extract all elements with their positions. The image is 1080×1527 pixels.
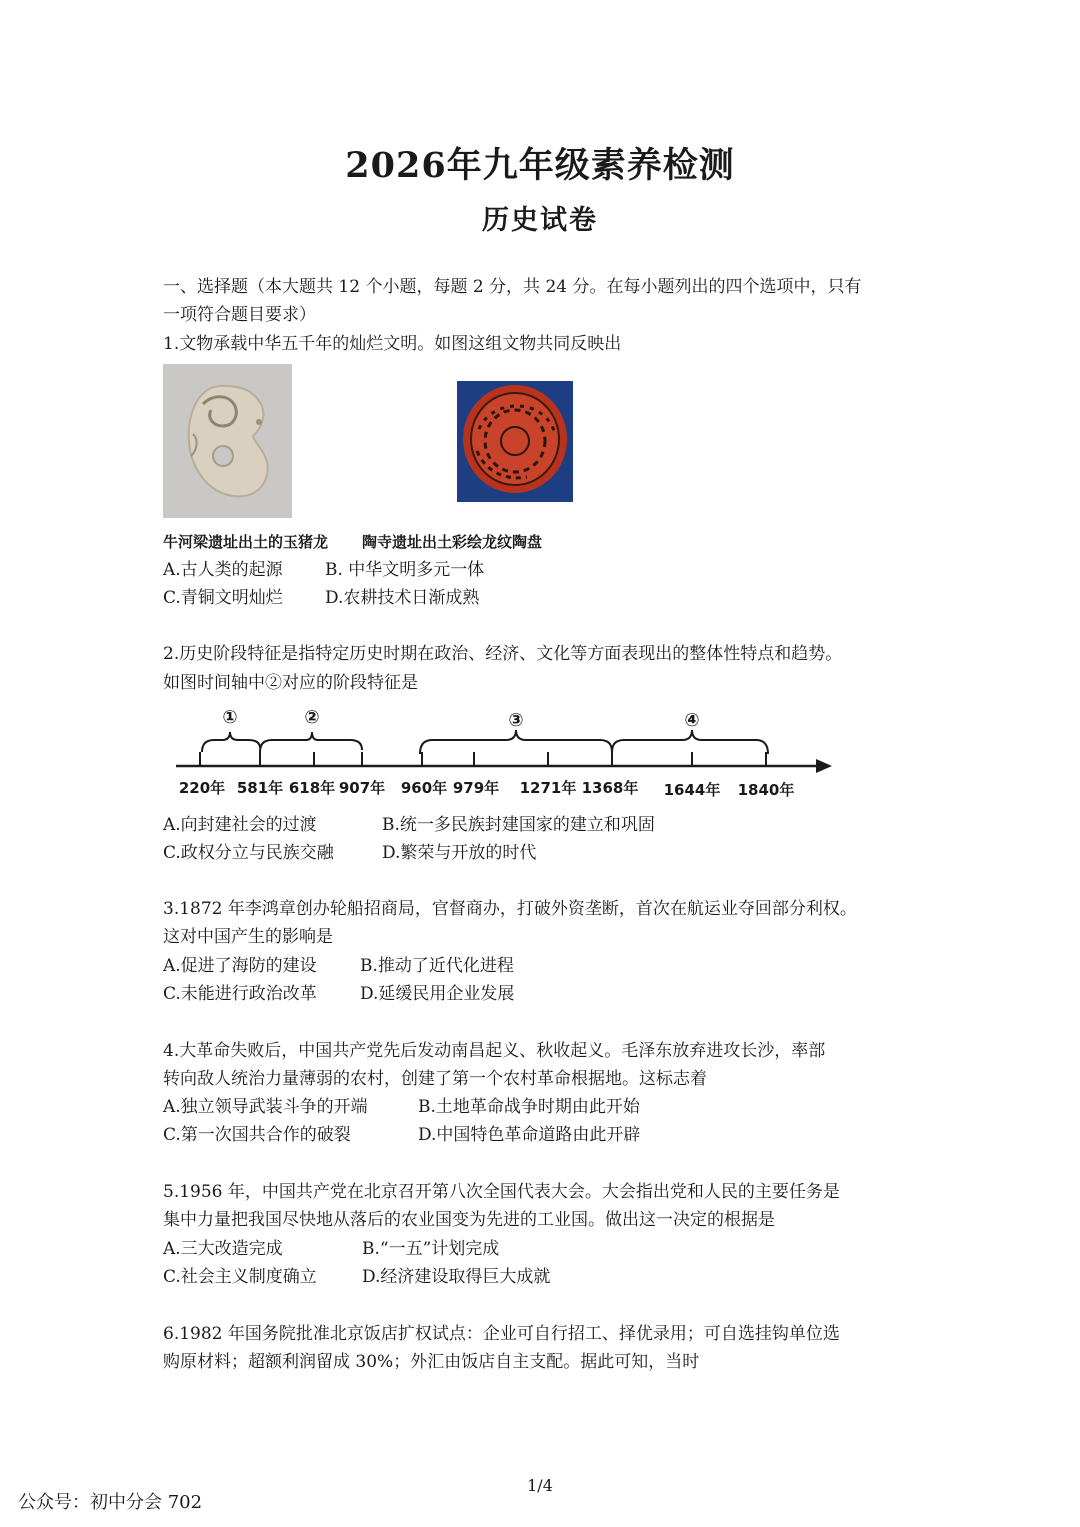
q3-options-row1 [163, 956, 514, 976]
timeline-year-1644: 1644年 [663, 781, 721, 799]
timeline-segment-2: ② [304, 707, 320, 728]
timeline-segment-3: ③ [508, 710, 524, 731]
painted-dragon-plate-image [457, 381, 573, 502]
q1-option-b[interactable]: B. 中华文明多元一体 [325, 560, 485, 580]
section-heading-line1: 一、选择题（本大题共 12 个小题，每题 2 分，共 24 分。在每小题列出的四个选项中，只有 [163, 277, 862, 297]
jade-pig-dragon-image [163, 364, 292, 518]
q4-stem-line1: 4.大革命失败后，中国共产党先后发动南昌起义、秋收起义。毛泽东放弃进攻长沙，率部 [163, 1041, 826, 1061]
q6-stem-line1: 6.1982 年国务院批准北京饭店扩权试点：企业可自行招工、择优录用；可自选挂钩单位选 [163, 1324, 840, 1344]
timeline-segment-4: ④ [684, 710, 700, 731]
q2-options-row1 [163, 815, 655, 835]
q2-option-d[interactable]: D.繁荣与开放的时代 [382, 843, 537, 863]
page-subtitle: 历史试卷 [482, 205, 598, 236]
q3-stem-line1: 3.1872 年李鸿章创办轮船招商局，官督商办，打破外资垄断，首次在航运业夺回部分利权。 [163, 899, 857, 919]
timeline-segment-1: ① [222, 707, 238, 728]
q4-option-d[interactable]: D.中国特色革命道路由此开辟 [418, 1125, 641, 1145]
timeline-year-220: 220年 [178, 779, 226, 797]
q2-option-c[interactable]: C.政权分立与民族交融 [163, 843, 334, 863]
timeline-year-1271: 1271年 [519, 779, 577, 797]
q5-options-row2 [163, 1267, 551, 1287]
timeline-year-1840: 1840年 [737, 781, 795, 799]
q6-stem-line2: 购原材料；超额利润留成 30%；外汇由饭店自主支配。据此可知，当时 [163, 1352, 700, 1372]
q5-option-c[interactable]: C.社会主义制度确立 [163, 1267, 317, 1287]
timeline-diagram [170, 700, 840, 810]
q4-stem-line2: 转向敌人统治力量薄弱的农村，创建了第一个农村革命根据地。这标志着 [163, 1069, 707, 1089]
timeline-year-907: 907年 [338, 779, 386, 797]
page-number: 1/4 [527, 1476, 553, 1495]
q3-options-row2 [163, 984, 515, 1004]
q3-option-c[interactable]: C.未能进行政治改革 [163, 984, 317, 1004]
q1-option-d[interactable]: D.农耕技术日渐成熟 [325, 588, 480, 608]
q1-image-captions [163, 531, 542, 552]
q5-options-row1 [163, 1239, 500, 1259]
q1-stem: 1.文物承载中华五千年的灿烂文明。如图这组文物共同反映出 [163, 334, 622, 354]
q1-options-row1 [163, 560, 485, 580]
q4-options-row2 [163, 1125, 641, 1145]
q4-option-a[interactable]: A.独立领导武装斗争的开端 [163, 1097, 368, 1117]
q2-options-row2 [163, 843, 537, 863]
timeline-year-1368: 1368年 [581, 779, 639, 797]
q2-stem-line2: 如图时间轴中②对应的阶段特征是 [163, 673, 418, 693]
q3-option-d[interactable]: D.延缓民用企业发展 [360, 984, 515, 1004]
q5-stem-line2: 集中力量把我国尽快地从落后的农业国变为先进的工业国。做出这一决定的根据是 [163, 1210, 775, 1230]
timeline-year-960: 960年 [400, 779, 448, 797]
page-title: 2026年九年级素养检测 [345, 145, 735, 186]
q4-options-row1 [163, 1097, 640, 1117]
q3-option-a[interactable]: A.促进了海防的建设 [163, 956, 317, 976]
timeline-year-979: 979年 [452, 779, 500, 797]
caption-painted-plate: 陶寺遗址出土彩绘龙纹陶盘 [362, 533, 543, 551]
q3-option-b[interactable]: B.推动了近代化进程 [360, 956, 514, 976]
q1-option-a[interactable]: A.古人类的起源 [163, 560, 283, 580]
q5-option-b[interactable]: B.“一五”计划完成 [362, 1239, 500, 1259]
q2-option-a[interactable]: A.向封建社会的过渡 [163, 815, 317, 835]
q5-stem-line1: 5.1956 年，中国共产党在北京召开第八次全国代表大会。大会指出党和人民的主要任务是 [163, 1182, 840, 1202]
q2-option-b[interactable]: B.统一多民族封建国家的建立和巩固 [382, 815, 655, 835]
q5-option-a[interactable]: A.三大改造完成 [163, 1239, 283, 1259]
watermark-text: 公众号：初中分会 702 [18, 1492, 203, 1513]
timeline-year-581: 581年 [236, 779, 284, 797]
q3-stem-line2: 这对中国产生的影响是 [163, 927, 333, 947]
q1-options-row2 [163, 588, 480, 608]
section-heading-line2: 一项符合题目要求） [163, 305, 316, 325]
caption-jade-pig-dragon: 牛河梁遗址出土的玉猪龙 [163, 533, 329, 551]
q2-stem-line1: 2.历史阶段特征是指特定历史时期在政治、经济、文化等方面表现出的整体性特点和趋势。 [163, 644, 843, 664]
q4-option-b[interactable]: B.土地革命战争时期由此开始 [418, 1097, 640, 1117]
q4-option-c[interactable]: C.第一次国共合作的破裂 [163, 1125, 351, 1145]
q1-option-c[interactable]: C.青铜文明灿烂 [163, 588, 283, 608]
timeline-year-618: 618年 [288, 779, 336, 797]
q5-option-d[interactable]: D.经济建设取得巨大成就 [362, 1267, 551, 1287]
